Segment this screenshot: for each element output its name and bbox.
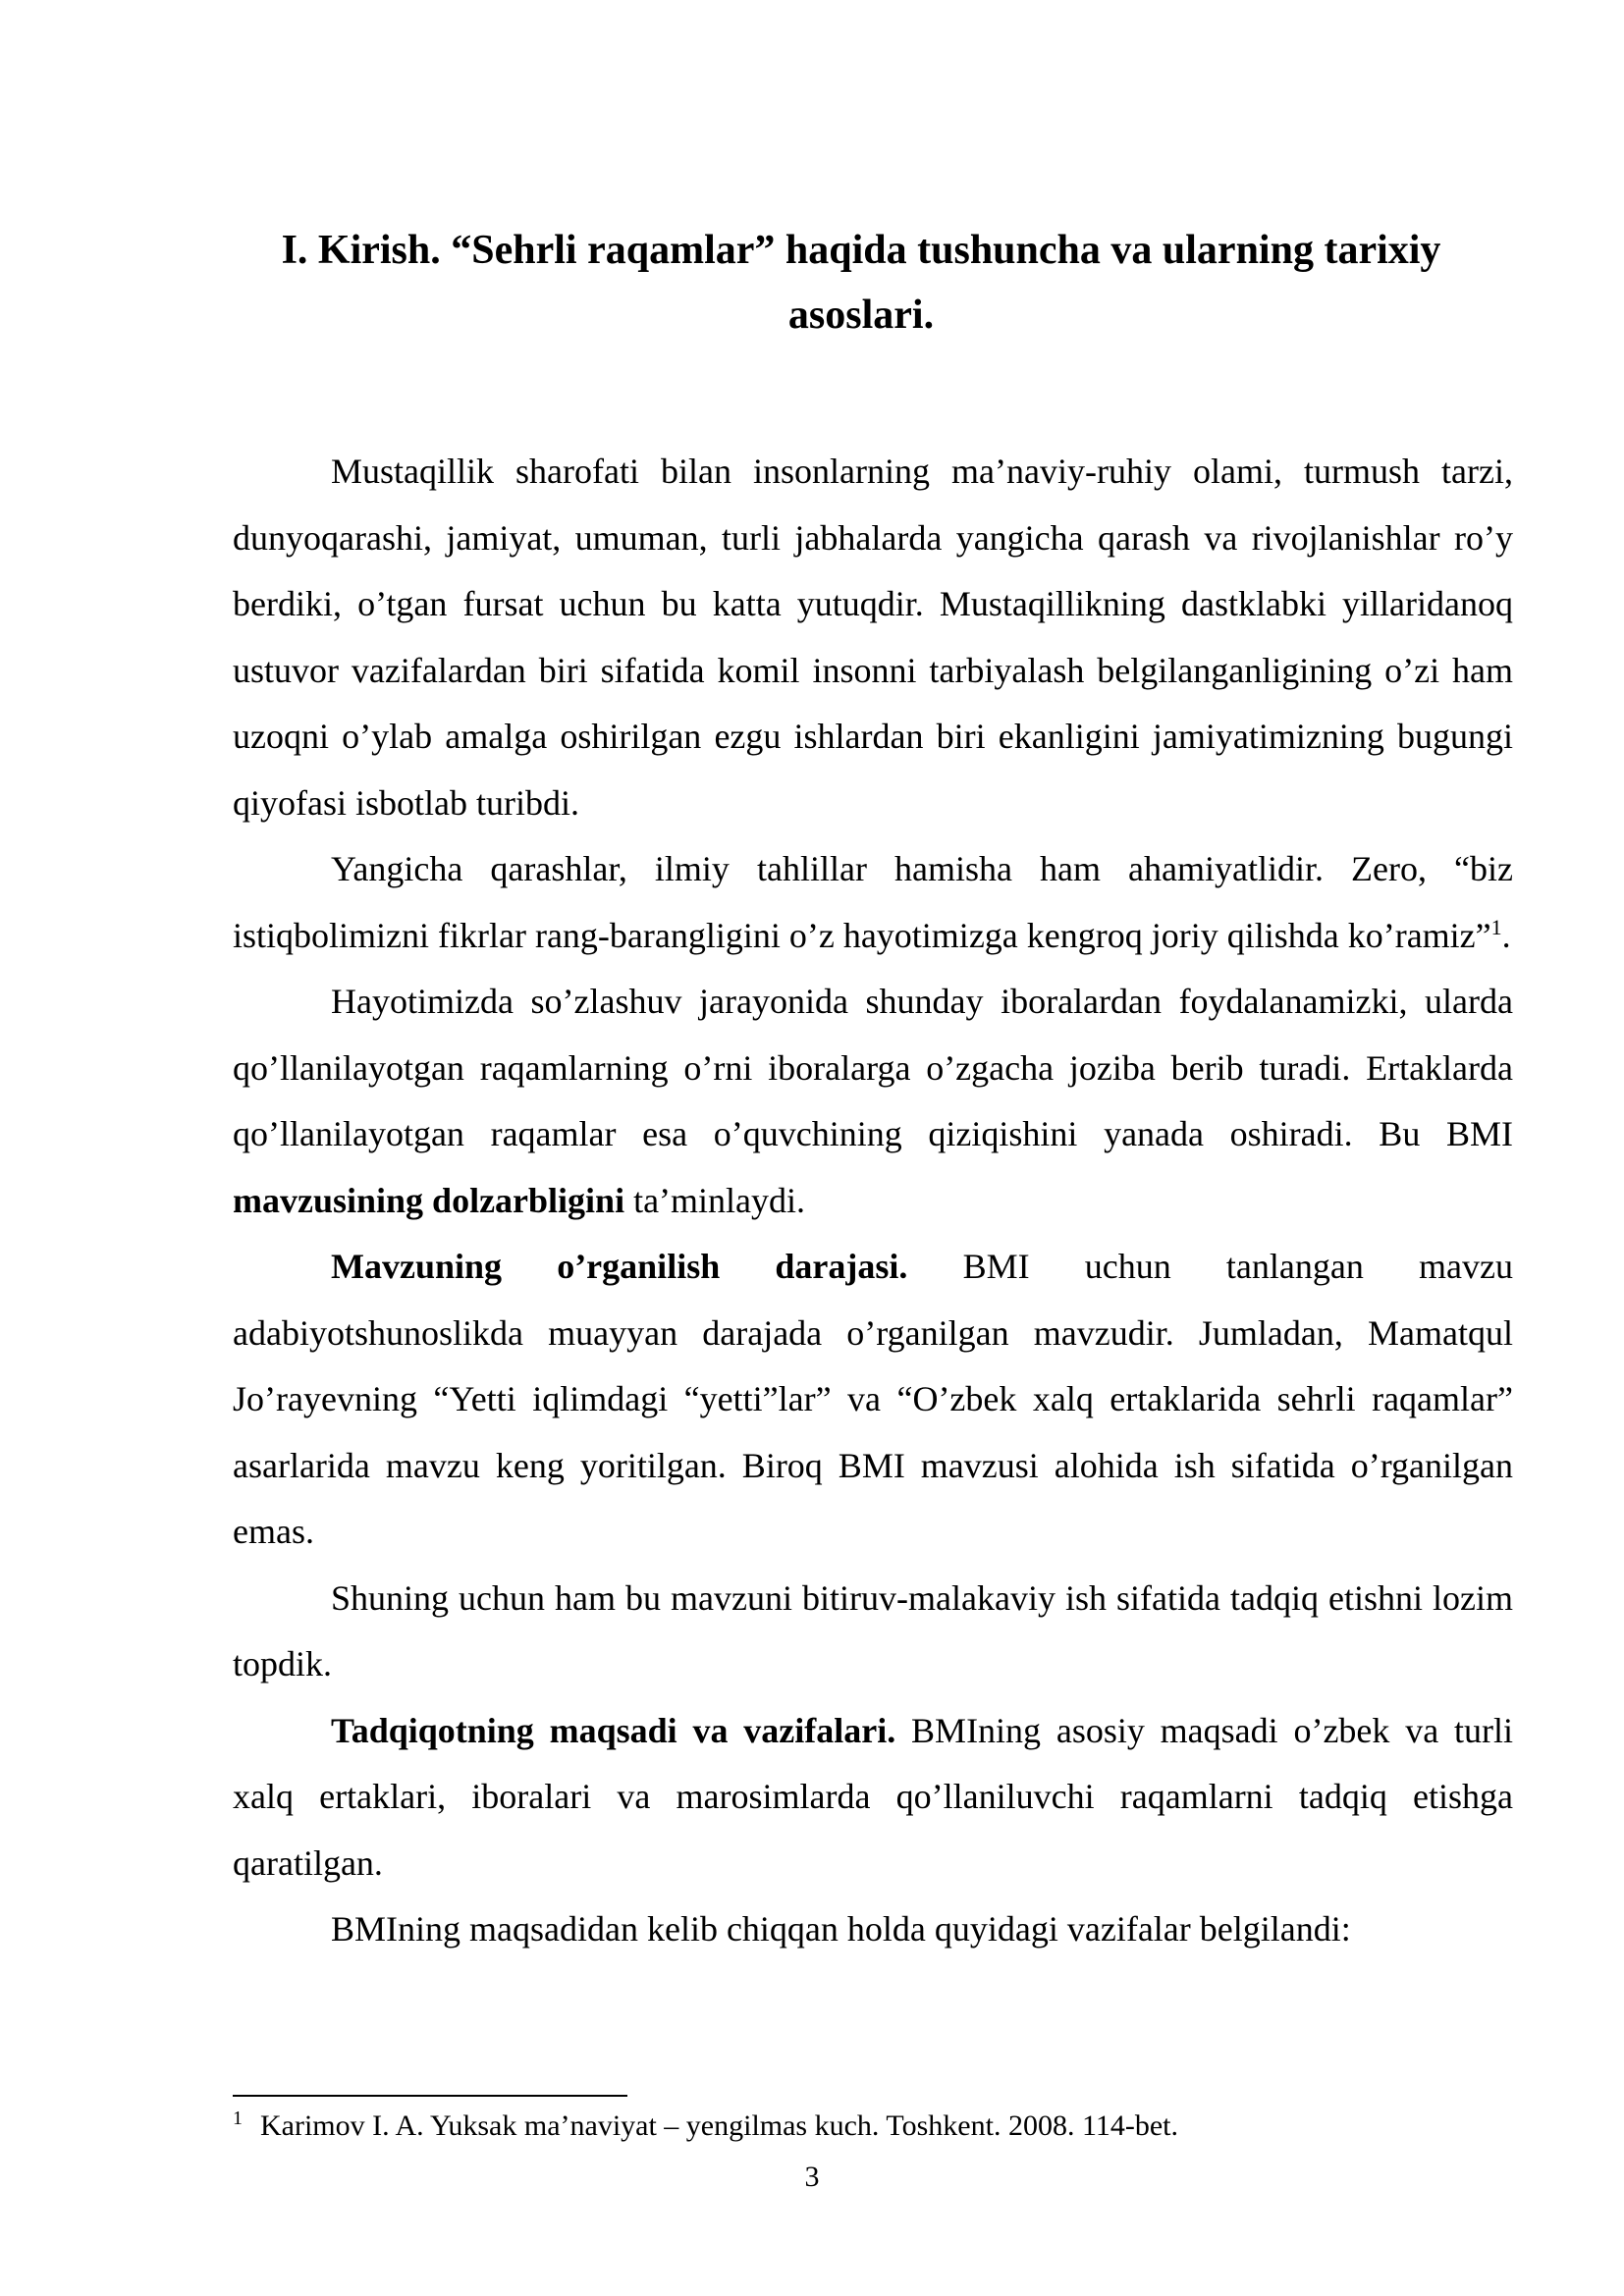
paragraph-goals-text: BMIning asosiy maqsadi o’zbek va turli xalq ertaklari, iboralari va marosimlarda qo’llaniluvchi raqamlarni tadqiq etishga qaratilgan. [233,1710,1513,1883]
footnote [233,2107,1513,2146]
paragraph-study-level [233,1234,1513,1566]
footnote-text: Karimov I. A. Yuksak ma’naviyat – yengilmas kuch. Toshkent. 2008. 114-bet. [260,2109,1178,2142]
page-title: I. Kirish. “Sehrli raqamlar” haqida tushuncha va ularning tarixiy asoslari. [281,228,1441,338]
paragraph-study-level-text: BMI uchun tanlangan mavzu adabiyotshunoslikda muayyan darajada o’rganilgan mavzudir. Jumladan, Mamatqul Jo’rayevning “Yetti iqlimdagi “yetti”lar” va “O’zbek xalq ertaklarida sehrli raqamlar” asarlarida mavzu keng yoritilgan. Biroq BMI mavzusi alohida ish sifatida o’rganilgan emas. [233,1247,1513,1551]
paragraph-quote-text: Yangicha qarashlar, ilmiy tahlillar hamisha ham ahamiyatlidir. Zero, “biz istiqbolimizni fikrlar rang-barangligini o’z hayotimizga kengroq joriy qilishda ko’ramiz” [233,849,1513,955]
study-level-heading: Mavzuning o’rganilish darajasi. [331,1247,908,1286]
paragraph-relevance-end: ta’minlaydi. [624,1180,806,1220]
relevance-emphasis: mavzusining dolzarbligini [233,1180,625,1220]
paragraph-relevance-text: Hayotimizda so’zlashuv jarayonida shunday iboralardan foydalanamizki, ularda qo’llanilayotgan raqamlarning o’rni iboralarga o’zgacha joziba berib turadi. Ertaklarda qo’llanilayotgan raqamlar esa o’quvchining qiziqishini yanada oshiradi. Bu BMI [233,982,1513,1153]
paragraph-decision: Shuning uchun ham bu mavzuni bitiruv-malakaviy ish sifatida tadqiq etishni lozim topdik. [233,1577,1513,1683]
goals-heading: Tadqiqotning maqsadi va vazifalari. [331,1710,896,1750]
document-body [233,439,1513,1963]
paragraph-goals [233,1698,1513,1897]
footnote-divider [233,2095,627,2097]
footnote-reference[interactable]: 1 [1490,914,1502,939]
paragraph-tasks-intro: BMIning maqsadidan kelib chiqqan holda quyidagi vazifalar belgilandi: [331,1909,1351,1949]
paragraph-intro: Mustaqillik sharofati bilan insonlarning ma’naviy-ruhiy olami, turmush tarzi, dunyoqarashi, jamiyat, umuman, turli jabhalarda yangicha qarash va rivojlanishlar ro’y berdiki, o’tgan fursat uchun bu katta yutuqdir. Mustaqillikning dastklabki yillaridanoq ustuvor vazifalardan biri sifatida komil insonni tarbiyalash belgilanganligining o’zi ham uzoqni o’ylab amalga oshirilgan ezgu ishlardan biri ekanligini jamiyatimizning bugungi qiyofasi isbotlab turibdi. [233,452,1513,823]
paragraph-quote [233,836,1513,969]
footnote-marker: 1 [233,2108,243,2129]
paragraph-relevance [233,969,1513,1234]
paragraph-quote-end: . [1501,915,1511,955]
page-number: 3 [804,2161,820,2193]
